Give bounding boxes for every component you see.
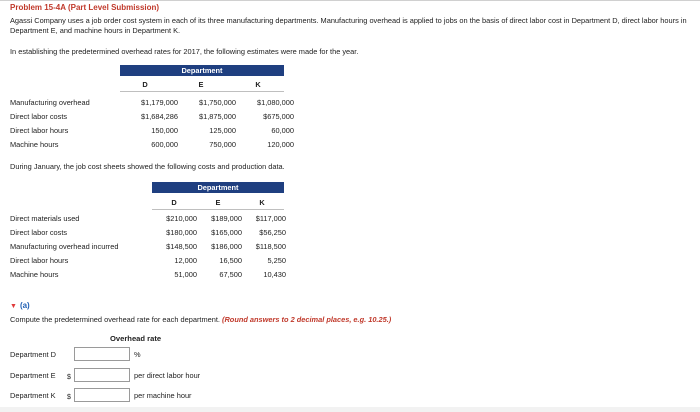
dollar-sign: $ <box>67 394 71 401</box>
column-header-k: K <box>255 80 261 89</box>
table-row: Machine hours 600,000 750,000 120,000 <box>10 140 294 149</box>
estimates-intro: In establishing the predetermined overhead rates for 2017, the following estimates were made for the year. <box>10 47 359 56</box>
rounding-hint: (Round answers to 2 decimal places, e.g. 10.25.) <box>222 315 392 324</box>
actual-table-columns <box>152 197 284 208</box>
table-row: Direct labor costs $1,684,286 $1,875,000 $675,000 <box>10 112 294 121</box>
actual-intro: During January, the job cost sheets showed the following costs and production data. <box>10 162 285 171</box>
table-row: Direct labor costs $180,000 $165,000 $56,250 <box>10 228 286 237</box>
column-header-e: E <box>215 198 221 207</box>
table-row: Manufacturing overhead incurred $148,500 $186,000 $118,500 <box>10 242 286 251</box>
estimates-table-columns <box>120 79 284 90</box>
part-a-label: (a) <box>19 301 30 310</box>
triangle-down-icon: ▼ <box>10 303 17 310</box>
column-header-e: E <box>198 80 204 89</box>
column-header-k: K <box>259 198 265 207</box>
department-e-unit: per direct labor hour <box>134 371 201 380</box>
actual-table-header: Department <box>152 182 284 193</box>
column-header-d: D <box>142 80 148 89</box>
department-e-label: Department E <box>10 371 56 380</box>
department-d-unit: % <box>134 350 141 359</box>
estimates-table-header: Department <box>120 65 284 76</box>
department-k-unit: per machine hour <box>134 391 192 400</box>
top-border <box>0 0 700 1</box>
department-k-label: Department K <box>10 391 56 400</box>
part-a-toggle[interactable] <box>10 301 30 310</box>
department-d-rate-input[interactable] <box>74 347 130 361</box>
table-divider <box>152 209 284 210</box>
table-row: Direct materials used $210,000 $189,000 $117,000 <box>10 214 286 223</box>
department-d-label: Department D <box>10 350 57 359</box>
column-header-d: D <box>171 198 177 207</box>
department-k-rate-input[interactable] <box>74 388 130 402</box>
problem-title: Problem 15-4A (Part Level Submission) <box>10 3 160 12</box>
table-divider <box>120 91 284 92</box>
bottom-separator <box>0 407 700 412</box>
table-row: Machine hours 51,000 67,500 10,430 <box>10 270 286 279</box>
dollar-sign: $ <box>67 374 71 381</box>
problem-intro: Agassi Company uses a job order cost system in each of its three manufacturing departments. Manufacturing overhead is applied to jobs on the basis of direct labor cost in Department D, direct labor hours in Department E, and machine hours in Department K. <box>10 16 687 35</box>
part-a-instruction: Compute the predetermined overhead rate for each department. (Round answers to 2 decimal places, e.g. 10.25.) <box>10 315 392 324</box>
table-row: Direct labor hours 12,000 16,500 5,250 <box>10 256 286 265</box>
table-row: Manufacturing overhead $1,179,000 $1,750,000 $1,080,000 <box>10 98 294 107</box>
department-e-rate-input[interactable] <box>74 368 130 382</box>
table-row: Direct labor hours 150,000 125,000 60,000 <box>10 126 294 135</box>
overhead-rate-header: Overhead rate <box>110 334 162 343</box>
